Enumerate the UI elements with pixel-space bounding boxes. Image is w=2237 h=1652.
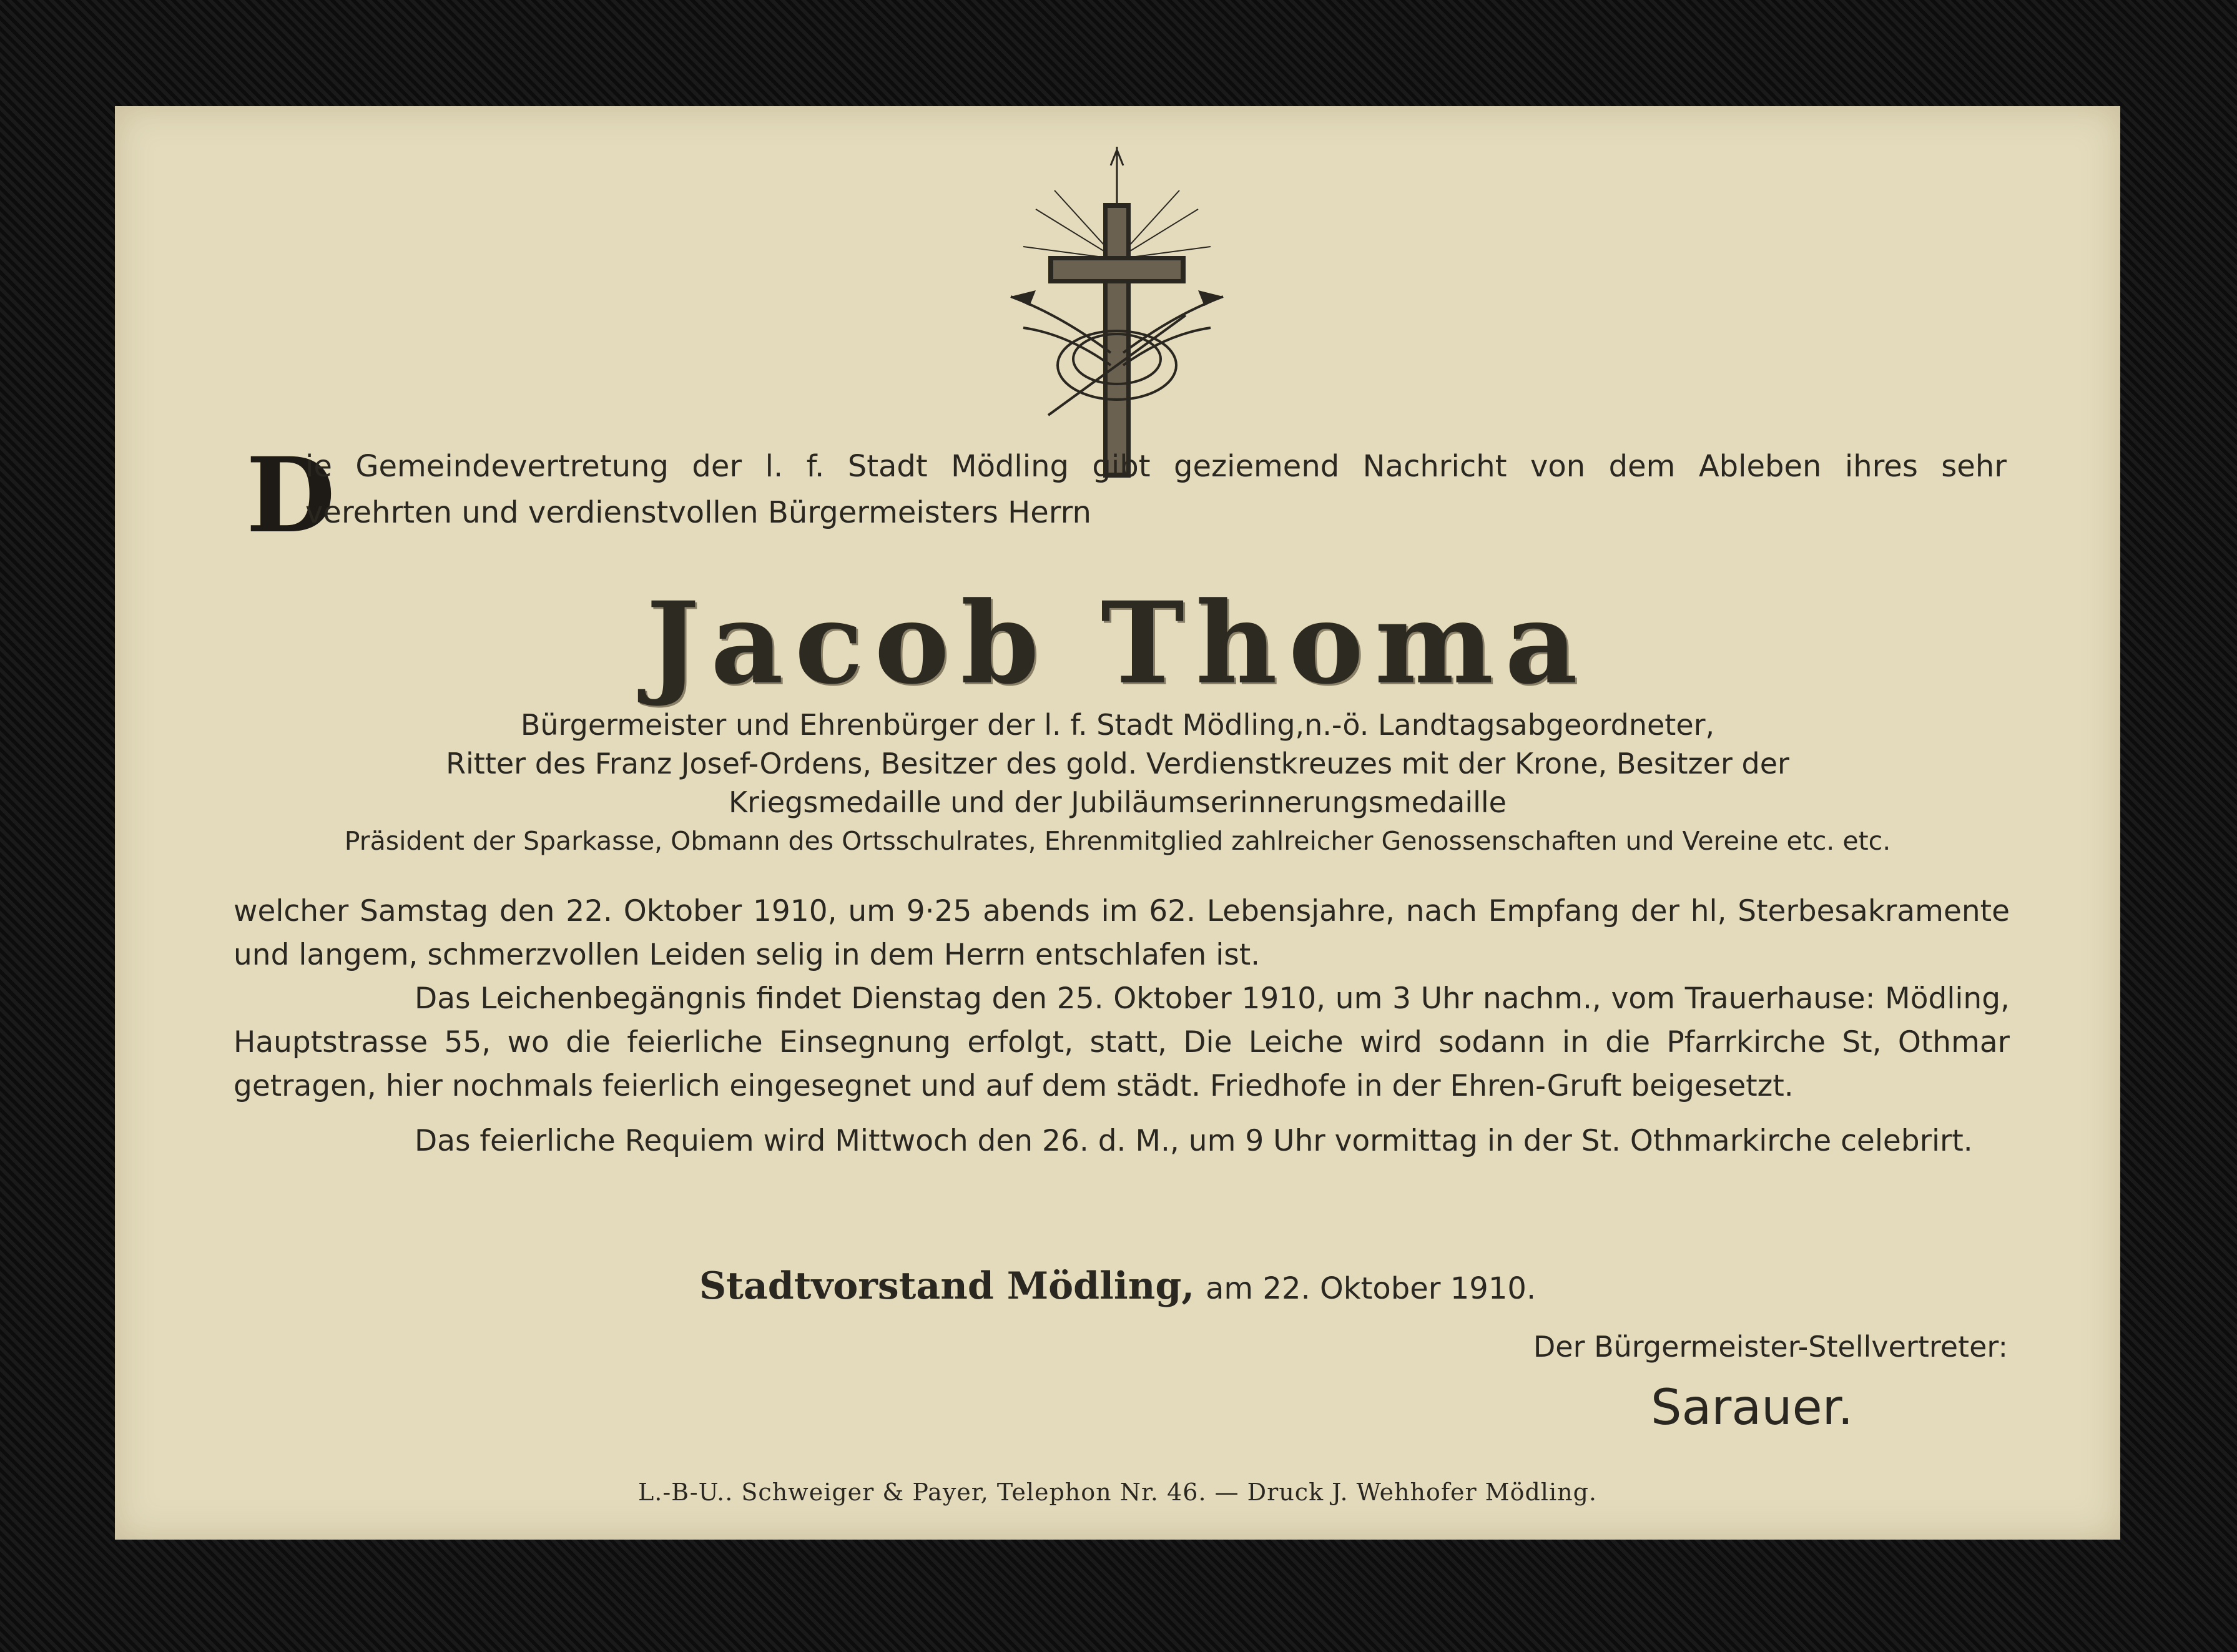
intro-text <box>246 443 2007 536</box>
intro-dropcap: D <box>246 435 336 556</box>
intro-line-2: verehrten und verdienstvollen Bürgermeisters Herrn <box>305 495 1091 530</box>
deceased-name: Jacob Thoma <box>646 578 1589 709</box>
death-notice-card <box>115 106 2120 1540</box>
intro-line-1: ie Gemeindevertretung der l. f. Stadt Mödling gibt geziemend Nachricht von dem Ableben ihres sehr <box>305 449 2007 484</box>
title-line: Kriegsmedaille und der Jubiläumserinnerungsmedaille <box>729 785 1507 819</box>
requiem-paragraph: Das feierliche Requiem wird Mittwoch den 26. d. M., um 9 Uhr vormittag in der St. Othmarkirche celebrirt. <box>415 1124 1973 1158</box>
signature-name: Sarauer. <box>1651 1380 1854 1436</box>
printer-imprint: L.-B-U.. Schweiger & Payer, Telephon Nr. 46. — Druck J. Wehhofer Mödling. <box>638 1478 1597 1506</box>
deceased-name-block <box>115 578 2120 709</box>
deputy-title: Der Bürgermeister-Stellvertreter: <box>1533 1330 2008 1364</box>
notice-body <box>234 890 2010 1163</box>
issuer-line <box>115 1264 2120 1308</box>
title-line: Präsident der Sparkasse, Obmann des Ortsschulrates, Ehrenmitglied zahlreicher Genossenschaften und Vereine etc. etc. <box>344 826 1891 856</box>
title-line: Ritter des Franz Josef-Ordens, Besitzer des gold. Verdienstkreuzes mit der Krone, Besitzer der <box>446 747 1789 780</box>
title-line: Bürgermeister und Ehrenbürger der l. f. Stadt Mödling,n.-ö. Landtagsabgeordneter, <box>520 708 1715 742</box>
issuer-name: Stadtvorstand Mödling, <box>699 1264 1195 1308</box>
death-paragraph: welcher Samstag den 22. Oktober 1910, um 9·25 abends im 62. Lebensjahre, nach Empfang der hl, Sterbesakramente und langem, schmerzvollen Leiden selig in dem Herrn entschlafen ist. <box>234 894 2010 972</box>
issue-date: am 22. Oktober 1910. <box>1205 1271 1536 1306</box>
funeral-paragraph: Das Leichenbegängnis findet Dienstag den 25. Oktober 1910, um 3 Uhr nachm., vom Trauerhause: Mödling, Hauptstrasse 55, wo die feierliche Einsegnung erfolgt, statt, Die Leiche wird sodann in die Pfarrkirche St, Othmar getragen, hier nochmals feierlich eingesegnet und auf dem städt. Friedhofe in der Ehren-Gruft beigesetzt. <box>234 981 2010 1103</box>
honorific-titles <box>115 706 2120 860</box>
